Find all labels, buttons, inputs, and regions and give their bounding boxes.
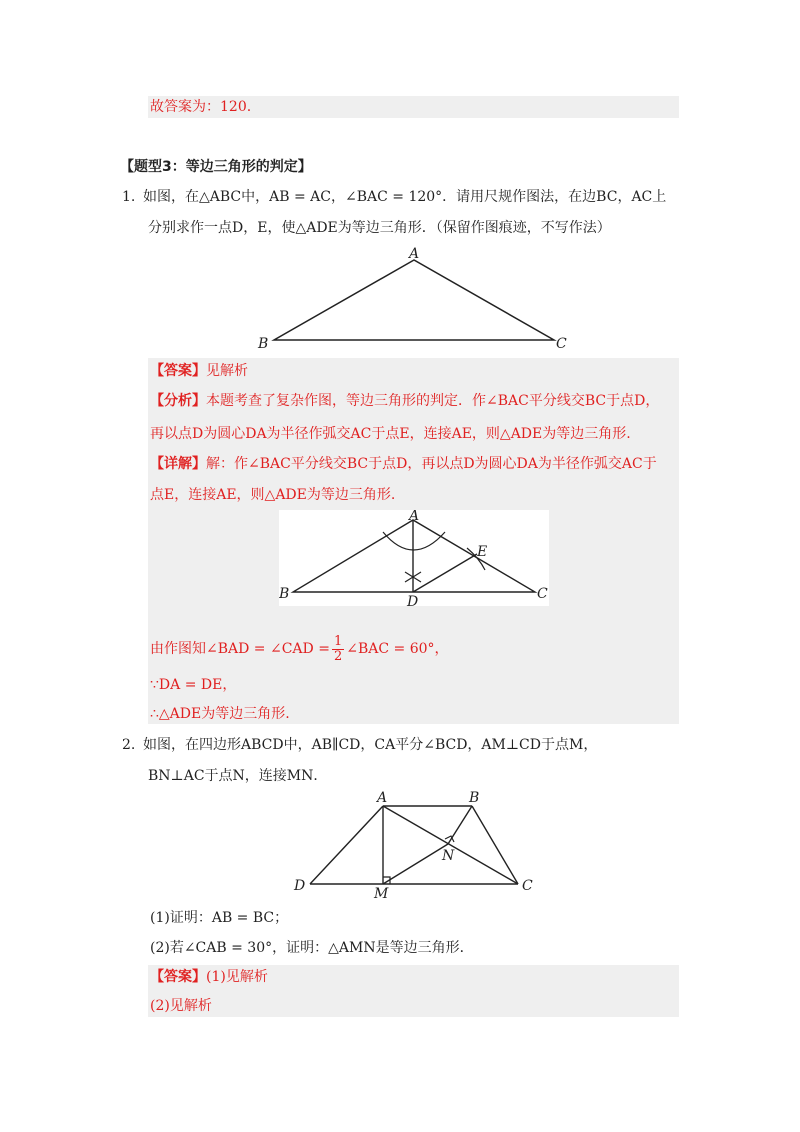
fraction-half <box>332 635 344 664</box>
q2-answer1: (1)见解析 <box>206 969 268 985</box>
q2-label-a: A <box>377 790 388 806</box>
top-answer-tail: . <box>246 99 252 115</box>
q2-quadrilateral-figure <box>290 786 550 902</box>
q1-step3: ∴△ADE为等边三角形. <box>150 706 290 722</box>
top-answer <box>150 97 251 117</box>
q1-detail-line1 <box>150 454 657 474</box>
q1-construction-figure <box>279 510 549 606</box>
top-answer-label: 故答案为： <box>150 99 220 115</box>
segment-mn <box>383 844 448 884</box>
q1-line1: 如图，在△ABC中，AB = AC，∠BAC = 120°．请用尺规作图法，在边BC，AC上 <box>143 189 667 205</box>
q1-step2: ∵DA = DE， <box>150 677 237 693</box>
q1-detail-line2: 点E，连接AE，则△ADE为等边三角形. <box>150 487 396 503</box>
section-title: 【题型3：等边三角形的判定】 <box>120 159 312 175</box>
q1-analysis-line2: 再以点D为圆心DA为半径作弧交AC于点E，连接AE，则△ADE为等边三角形. <box>150 426 631 442</box>
q2-label-m: M <box>374 886 389 902</box>
q2-label-c: C <box>522 878 533 894</box>
q1-step1-post: ∠BAC = 60°， <box>346 641 449 657</box>
q1-analysis-text1: 本题考查了复杂作图，等边三角形的判定．作∠BAC平分线交BC于点D， <box>206 393 660 409</box>
fig2-label-d: D <box>407 594 419 606</box>
q1-number: 1. <box>122 189 136 205</box>
fraction-den: 2 <box>333 648 343 664</box>
q2-answer-line1 <box>150 967 268 987</box>
label-a: A <box>409 246 420 262</box>
construction-triangle <box>293 520 535 592</box>
q2-label-b: B <box>469 790 480 806</box>
q1-analysis-tag: 【分析】 <box>150 393 206 409</box>
fig2-label-e: E <box>477 544 488 560</box>
q2-label-d: D <box>294 878 306 894</box>
q1-answer-text: 见解析 <box>206 363 248 379</box>
label-c: C <box>556 336 567 352</box>
segment-bc <box>472 806 518 884</box>
fig2-label-a: A <box>409 510 420 524</box>
q2-answer-line2: (2)见解析 <box>150 998 212 1014</box>
q2-label-n: N <box>442 848 455 864</box>
q1-detail-tag: 【详解】 <box>150 456 206 472</box>
fig2-label-c: C <box>537 586 548 602</box>
segment-de <box>413 554 477 592</box>
arc-at-a <box>383 532 445 550</box>
q2-part1: (1)证明：AB = BC； <box>150 910 289 926</box>
segment-ad <box>310 806 383 884</box>
q1-step1 <box>150 634 449 664</box>
top-answer-value: 120 <box>220 99 247 115</box>
q1-line2: 分别求作一点D，E，使△ADE为等边三角形．（保留作图痕迹，不写作法） <box>148 220 611 236</box>
q1-answer <box>150 361 248 381</box>
q2-part2: (2)若∠CAB = 30°，证明：△AMN是等边三角形． <box>150 940 474 956</box>
q1-step1-pre: 由作图知∠BAD = ∠CAD = <box>150 641 330 657</box>
q1-analysis-line1 <box>150 391 659 411</box>
triangle-abc <box>274 260 554 340</box>
q1-triangle-figure <box>250 244 580 356</box>
q1-detail-text1: 解：作∠BAC平分线交BC于点D，再以点D为圆心DA为半径作弧交AC于 <box>206 456 657 472</box>
label-b: B <box>258 336 269 352</box>
fig2-label-b: B <box>279 586 290 602</box>
q1-answer-tag: 【答案】 <box>150 363 206 379</box>
fraction-num: 1 <box>333 633 343 649</box>
q2-answer-tag: 【答案】 <box>150 969 206 985</box>
q2-line1: 如图，在四边形ABCD中，AB∥CD，CA平分∠BCD，AM⊥CD于点M， <box>143 737 598 753</box>
q2-line2: BN⊥AC于点N，连接MN． <box>148 768 328 784</box>
q2-number: 2. <box>122 737 136 753</box>
